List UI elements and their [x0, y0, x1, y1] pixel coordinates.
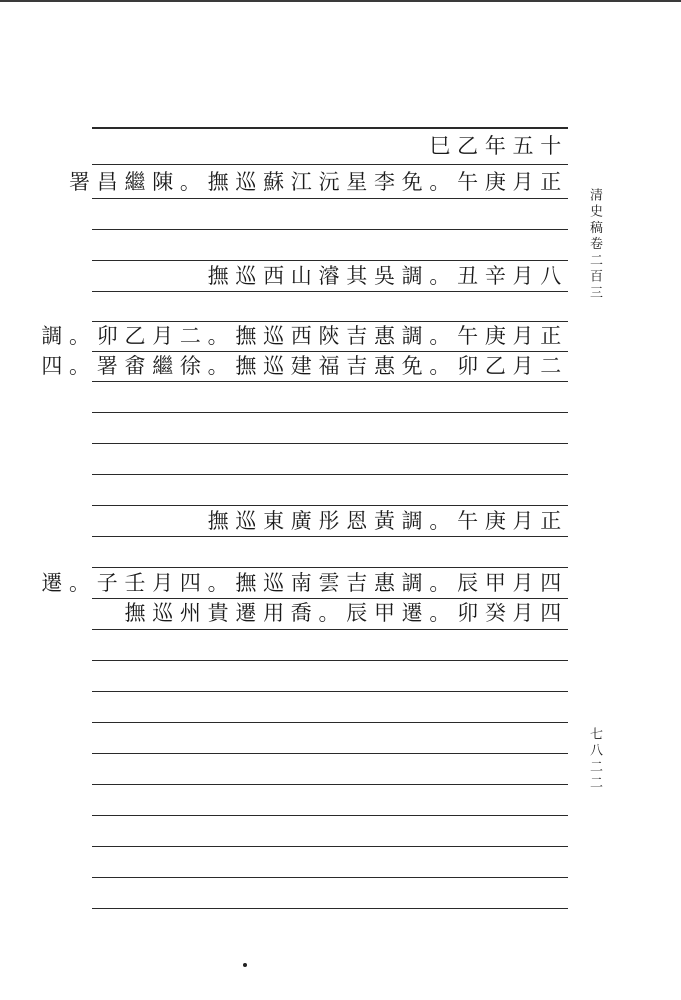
table-rule	[92, 815, 568, 816]
table-rule	[92, 229, 568, 230]
page-number: 七八二二	[587, 727, 602, 792]
table-rule	[92, 753, 568, 754]
table-rule	[92, 846, 568, 847]
table-rule	[92, 474, 568, 475]
table-rule	[92, 198, 568, 199]
table-row: 撫巡西山濬其吳調。丑辛月八	[207, 264, 568, 288]
table-row: 撫巡東廣彤恩黃調。午庚月正	[207, 509, 568, 533]
table-row: 四。署畬繼徐。撫巡建福吉惠免。卯乙月二	[41, 354, 568, 378]
table-rule	[92, 784, 568, 785]
table-rule	[92, 722, 568, 723]
page-top-border	[0, 0, 681, 2]
ink-dot	[243, 963, 247, 967]
volume-title: 清史稿卷二百三	[587, 188, 602, 302]
table-rule	[92, 908, 568, 909]
year-heading: 巳乙年五十	[429, 134, 568, 158]
table-rule	[92, 164, 568, 165]
table-rule	[92, 291, 568, 292]
table-rule	[92, 443, 568, 444]
table-row: 遷。子壬月四。撫巡南雲吉惠調。辰甲月四	[41, 571, 568, 595]
table-row: 撫巡州貴遷用喬。辰甲遷。卯癸月四	[124, 601, 568, 625]
table-rule	[92, 381, 568, 382]
table-rule	[92, 660, 568, 661]
table-rule	[92, 629, 568, 630]
table-rule	[92, 536, 568, 537]
table-row: 署昌繼陳。撫巡蘇江沅星李免。午庚月正	[69, 170, 568, 194]
table-top-rule	[92, 127, 568, 129]
table-rule	[92, 412, 568, 413]
table-rule	[92, 691, 568, 692]
table-rule	[92, 877, 568, 878]
table-row: 調。卯乙月二。撫巡西陝吉惠調。午庚月正	[41, 324, 568, 348]
